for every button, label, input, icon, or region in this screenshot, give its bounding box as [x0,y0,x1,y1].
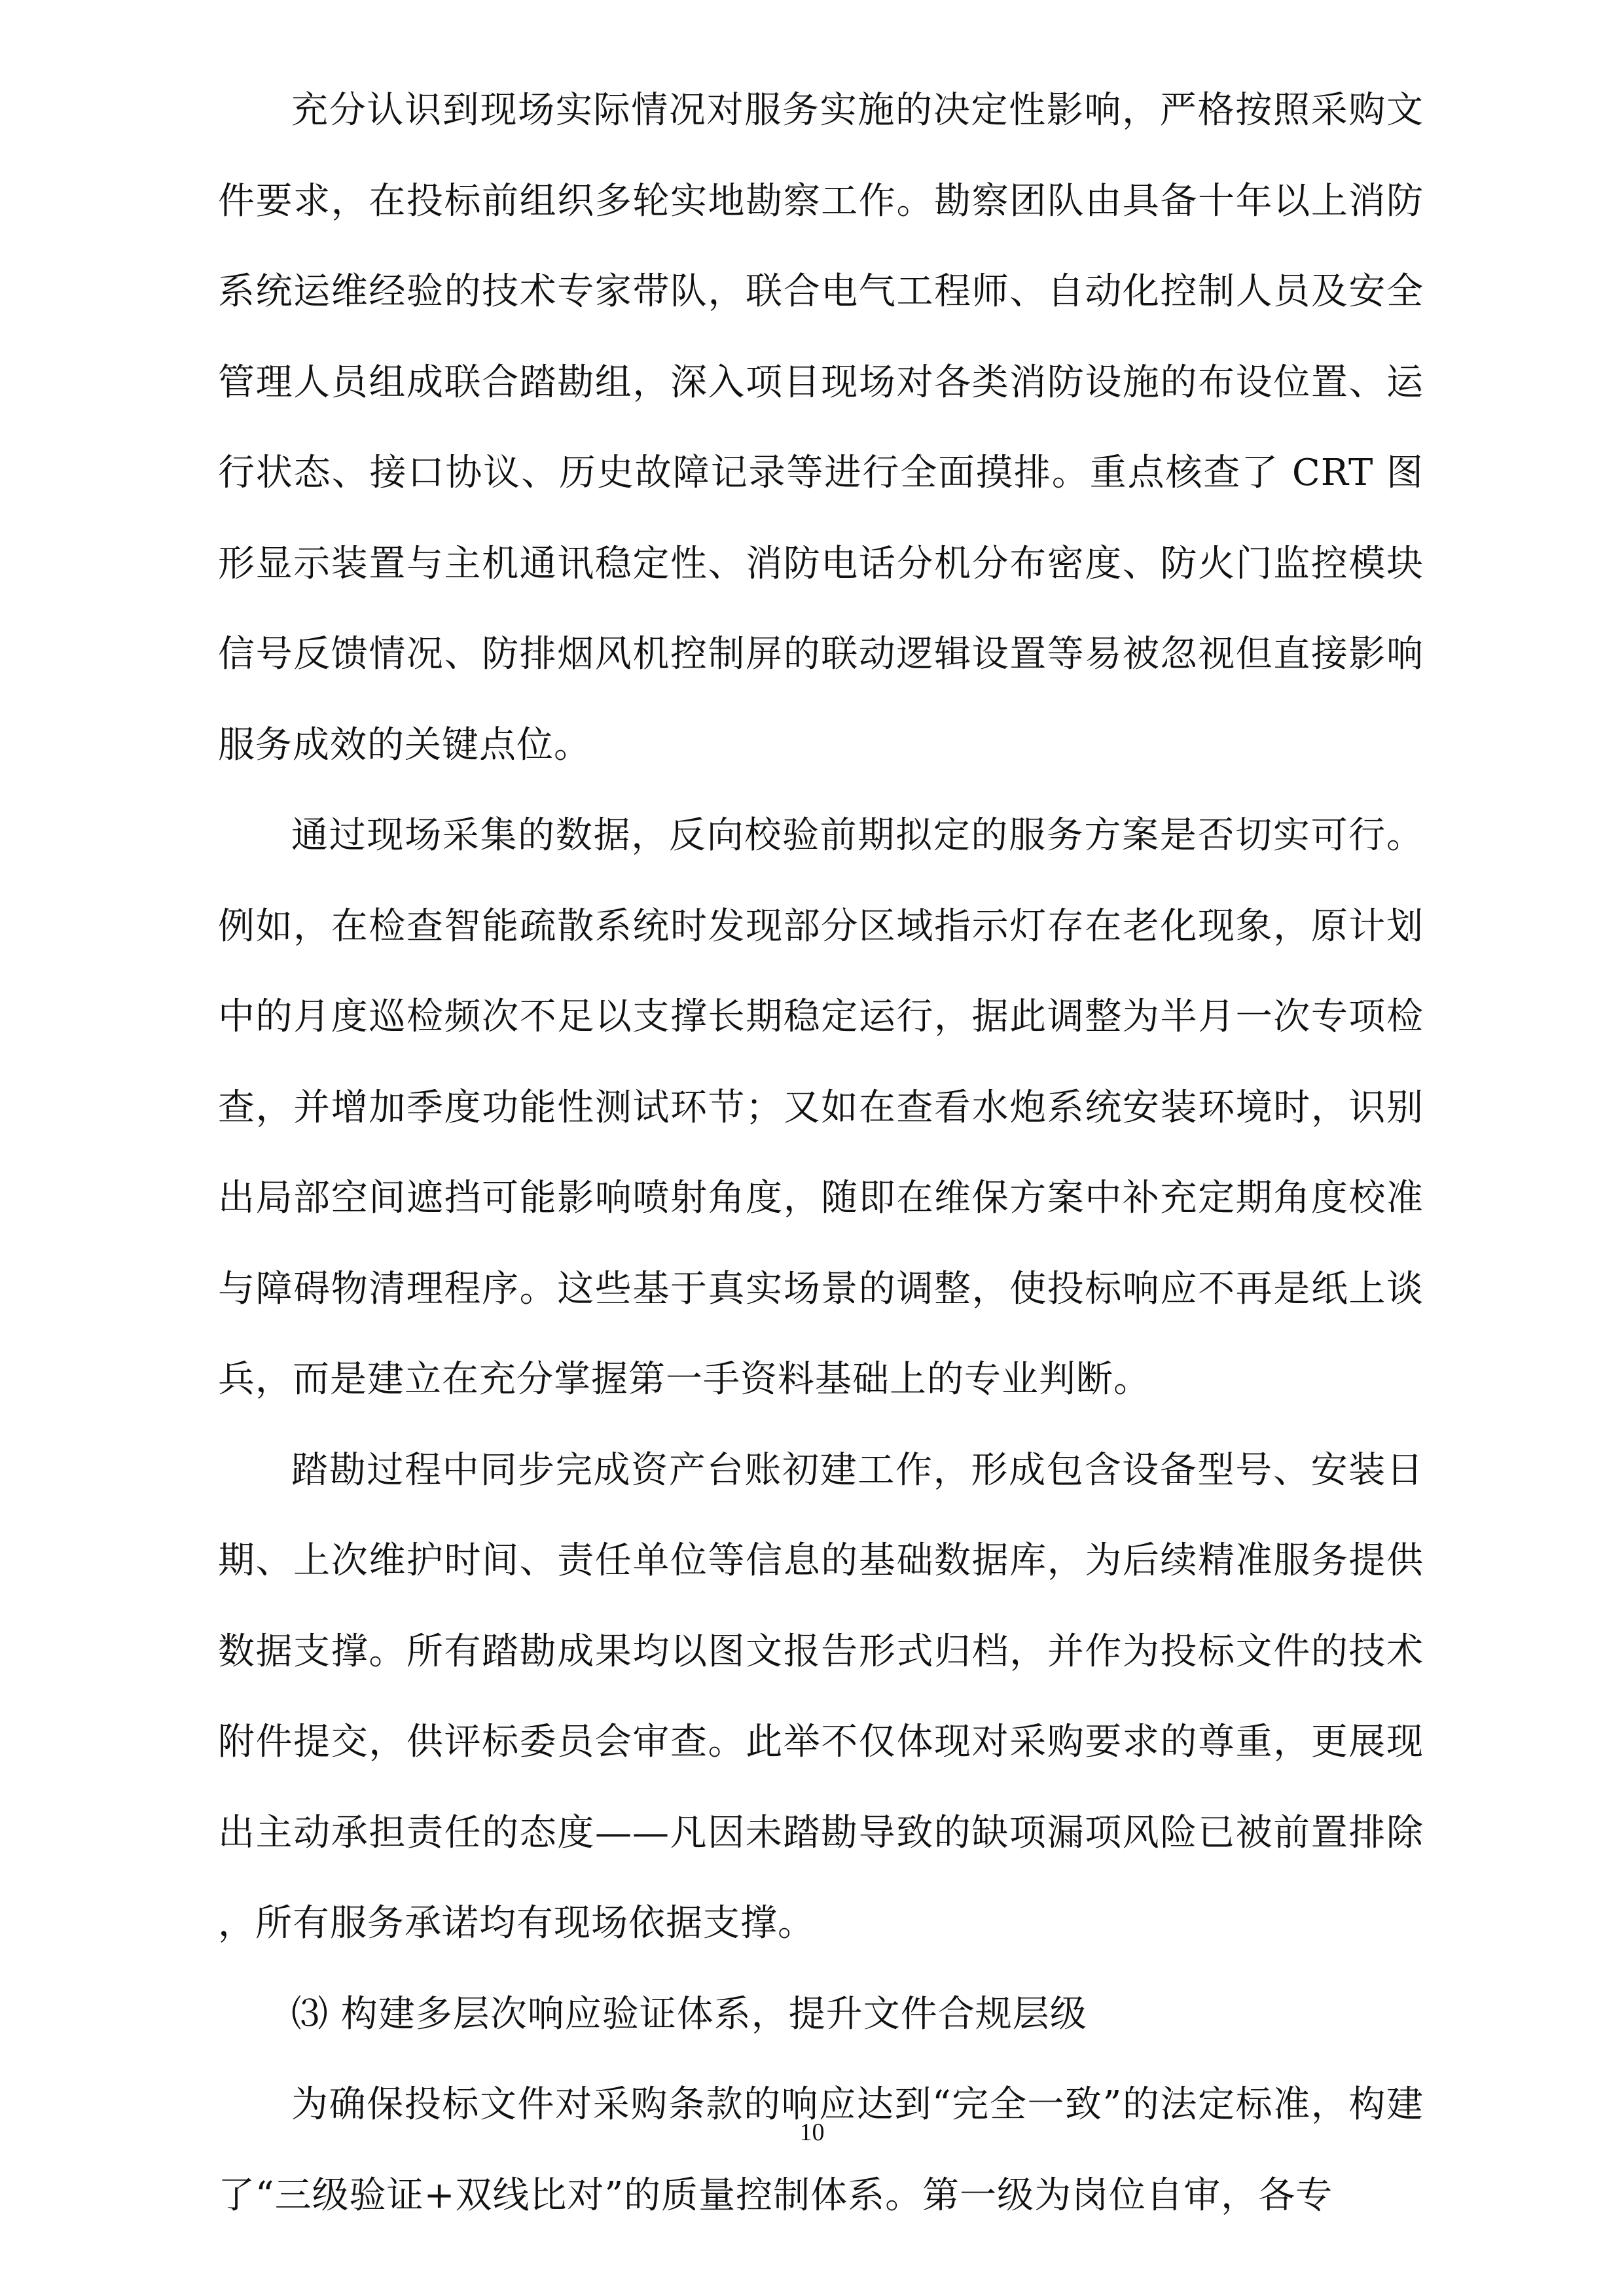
page-body [218,65,1424,2241]
section-heading-3: ⑶ 构建多层次响应验证体系，提升文件合规层级 [291,1992,1087,2036]
paragraph-plan-verification: 通过现场采集的数据，反向校验前期拟定的服务方案是否切实可行。例如，在检查智能疏散系统时发现部分区域指示灯存在老化现象，原计划中的月度巡检频次不足以支撑长期稳定运行，据此调整为半月一次专项检查，并增加季度功能性测试环节；又如在查看水炮系统安装环境时，识别出局部空间遮挡可能影响喷射角度，随即在维保方案中补充定期角度校准与障碍物清理程序。这些基于真实场景的调整，使投标响应不再是纸上谈兵，而是建立在充分掌握第一手资料基础上的专业判断。 [218,814,1424,1401]
paragraph-site-survey: 充分认识到现场实际情况对服务实施的决定性影响，严格按照采购文件要求，在投标前组织多轮实地勘察工作。勘察团队由具备十年以上消防系统运维经验的技术专家带队，联合电气工程师、自动化控制人员及安全管理人员组成联合踏勘组，深入项目现场对各类消防设施的布设位置、运行状态、接口协议、历史故障记录等进行全面摸排。重点核查了 CRT 图形显示装置与主机通讯稳定性、消防电话分机分布密度、防火门监控模块信号反馈情况、防排烟风机控制屏的联动逻辑设置等易被忽视但直接影响服务成效的关键点位。 [218,89,1424,766]
paragraph-quality-control: 为确保投标文件对采购条款的响应达到“完全一致”的法定标准，构建了“三级验证+双线比对”的质量控制体系。第一级为岗位自审，各专 [218,2083,1424,2217]
page-number: 10 [799,2119,825,2146]
paragraph-asset-ledger: 踏勘过程中同步完成资产台账初建工作，形成包含设备型号、安装日期、上次维护时间、责任单位等信息的基础数据库，为后续精准服务提供数据支撑。所有踏勘成果均以图文报告形式归档，并作为投标文件的技术附件提交，供评标委员会审查。此举不仅体现对采购要求的尊重，更展现出主动承担责任的态度——凡因未踏勘导致的缺项漏项风险已被前置排除，所有服务承诺均有现场依据支撑。 [218,1448,1424,1945]
